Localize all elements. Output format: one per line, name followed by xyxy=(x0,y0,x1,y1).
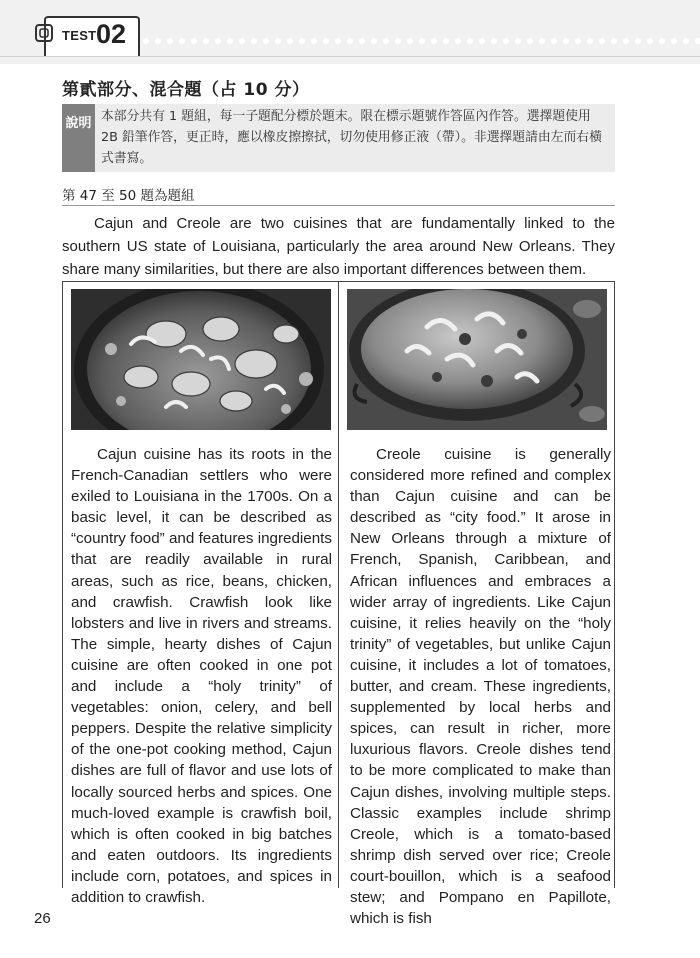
page-number: 26 xyxy=(34,910,51,927)
instruction-text: 本部分共有 1 題組，每一子題配分標於題末。限在標示題號作答區內作答。選擇題使用 2B 鉛筆作答，更正時，應以橡皮擦擦拭，切勿使用修正液（帶）。非選擇題請由左而右橫式書寫。 xyxy=(101,109,602,166)
creole-shrimp-stew-photo xyxy=(347,289,607,430)
header-dot-pattern xyxy=(140,34,700,48)
passage-intro: Cajun and Creole are two cuisines that are fundamentally linked to the southern US state of Louisiana, particularly the area around New Orleans. They share many similarities, but there are also important differences between them. xyxy=(62,215,615,278)
test-number: 02 xyxy=(96,19,127,49)
section-title: 第貳部分、混合題（占 10 分） xyxy=(62,80,310,100)
test-label: TEST xyxy=(62,28,97,43)
binder-clip-icon xyxy=(34,22,56,44)
column-divider xyxy=(338,281,339,888)
instruction-tag: 說明 xyxy=(62,104,95,172)
header-divider xyxy=(0,56,700,57)
cajun-cuisine-paragraph: Cajun cuisine has its roots in the French-Canadian settlers who were exiled to Louisiana in the 1700s. On a basic level, it can be described as “country food” and features ingredients that are readily available in rural areas, such as rice, beans, chicken, and crawfish. Crawfish look like lobsters and live in rivers and streams. The simple, hearty dishes of Cajun cuisine are often cooked in one pot and include a “holy trinity” of vegetables: onion, celery, and bell peppers. Despite the relative simplicity of the one-pot cooking method, Cajun dishes are full of flavor and use lots of locally sourced herbs and spices. One much-loved example is crawfish boil, which is often cooked in big batches and eaten outdoors. Its ingredients include corn, potatoes, and spices in addition to crawfish. xyxy=(71,446,332,906)
question-group-underline xyxy=(62,205,615,206)
question-group-label: 第 47 至 50 題為題組 xyxy=(62,188,195,204)
cajun-seafood-pot-photo xyxy=(71,289,331,430)
creole-cuisine-paragraph: Creole cuisine is generally considered more refined and complex than Cajun cuisine and can be described as “city food.” It arose in New Orleans through a mixture of French, Spanish, Caribbean, and African influences and embraces a wider array of ingredients. Like Cajun cuisine, it relies heavily on the “holy trinity” of vegetables, but unlike Cajun cuisine, it includes a lot of tomatoes, butter, and cream. These ingredients, supplemented by local herbs and spices, can result in richer, more luxurious flavors. Creole dishes tend to be more complicated to make than Cajun dishes, involving multiple steps. Classic examples include shrimp Creole, which is a tomato-based shrimp dish served over rice; Creole court-bouillon, which is a seafood stew; and Pompano en Papillote, which is fish xyxy=(350,446,611,928)
